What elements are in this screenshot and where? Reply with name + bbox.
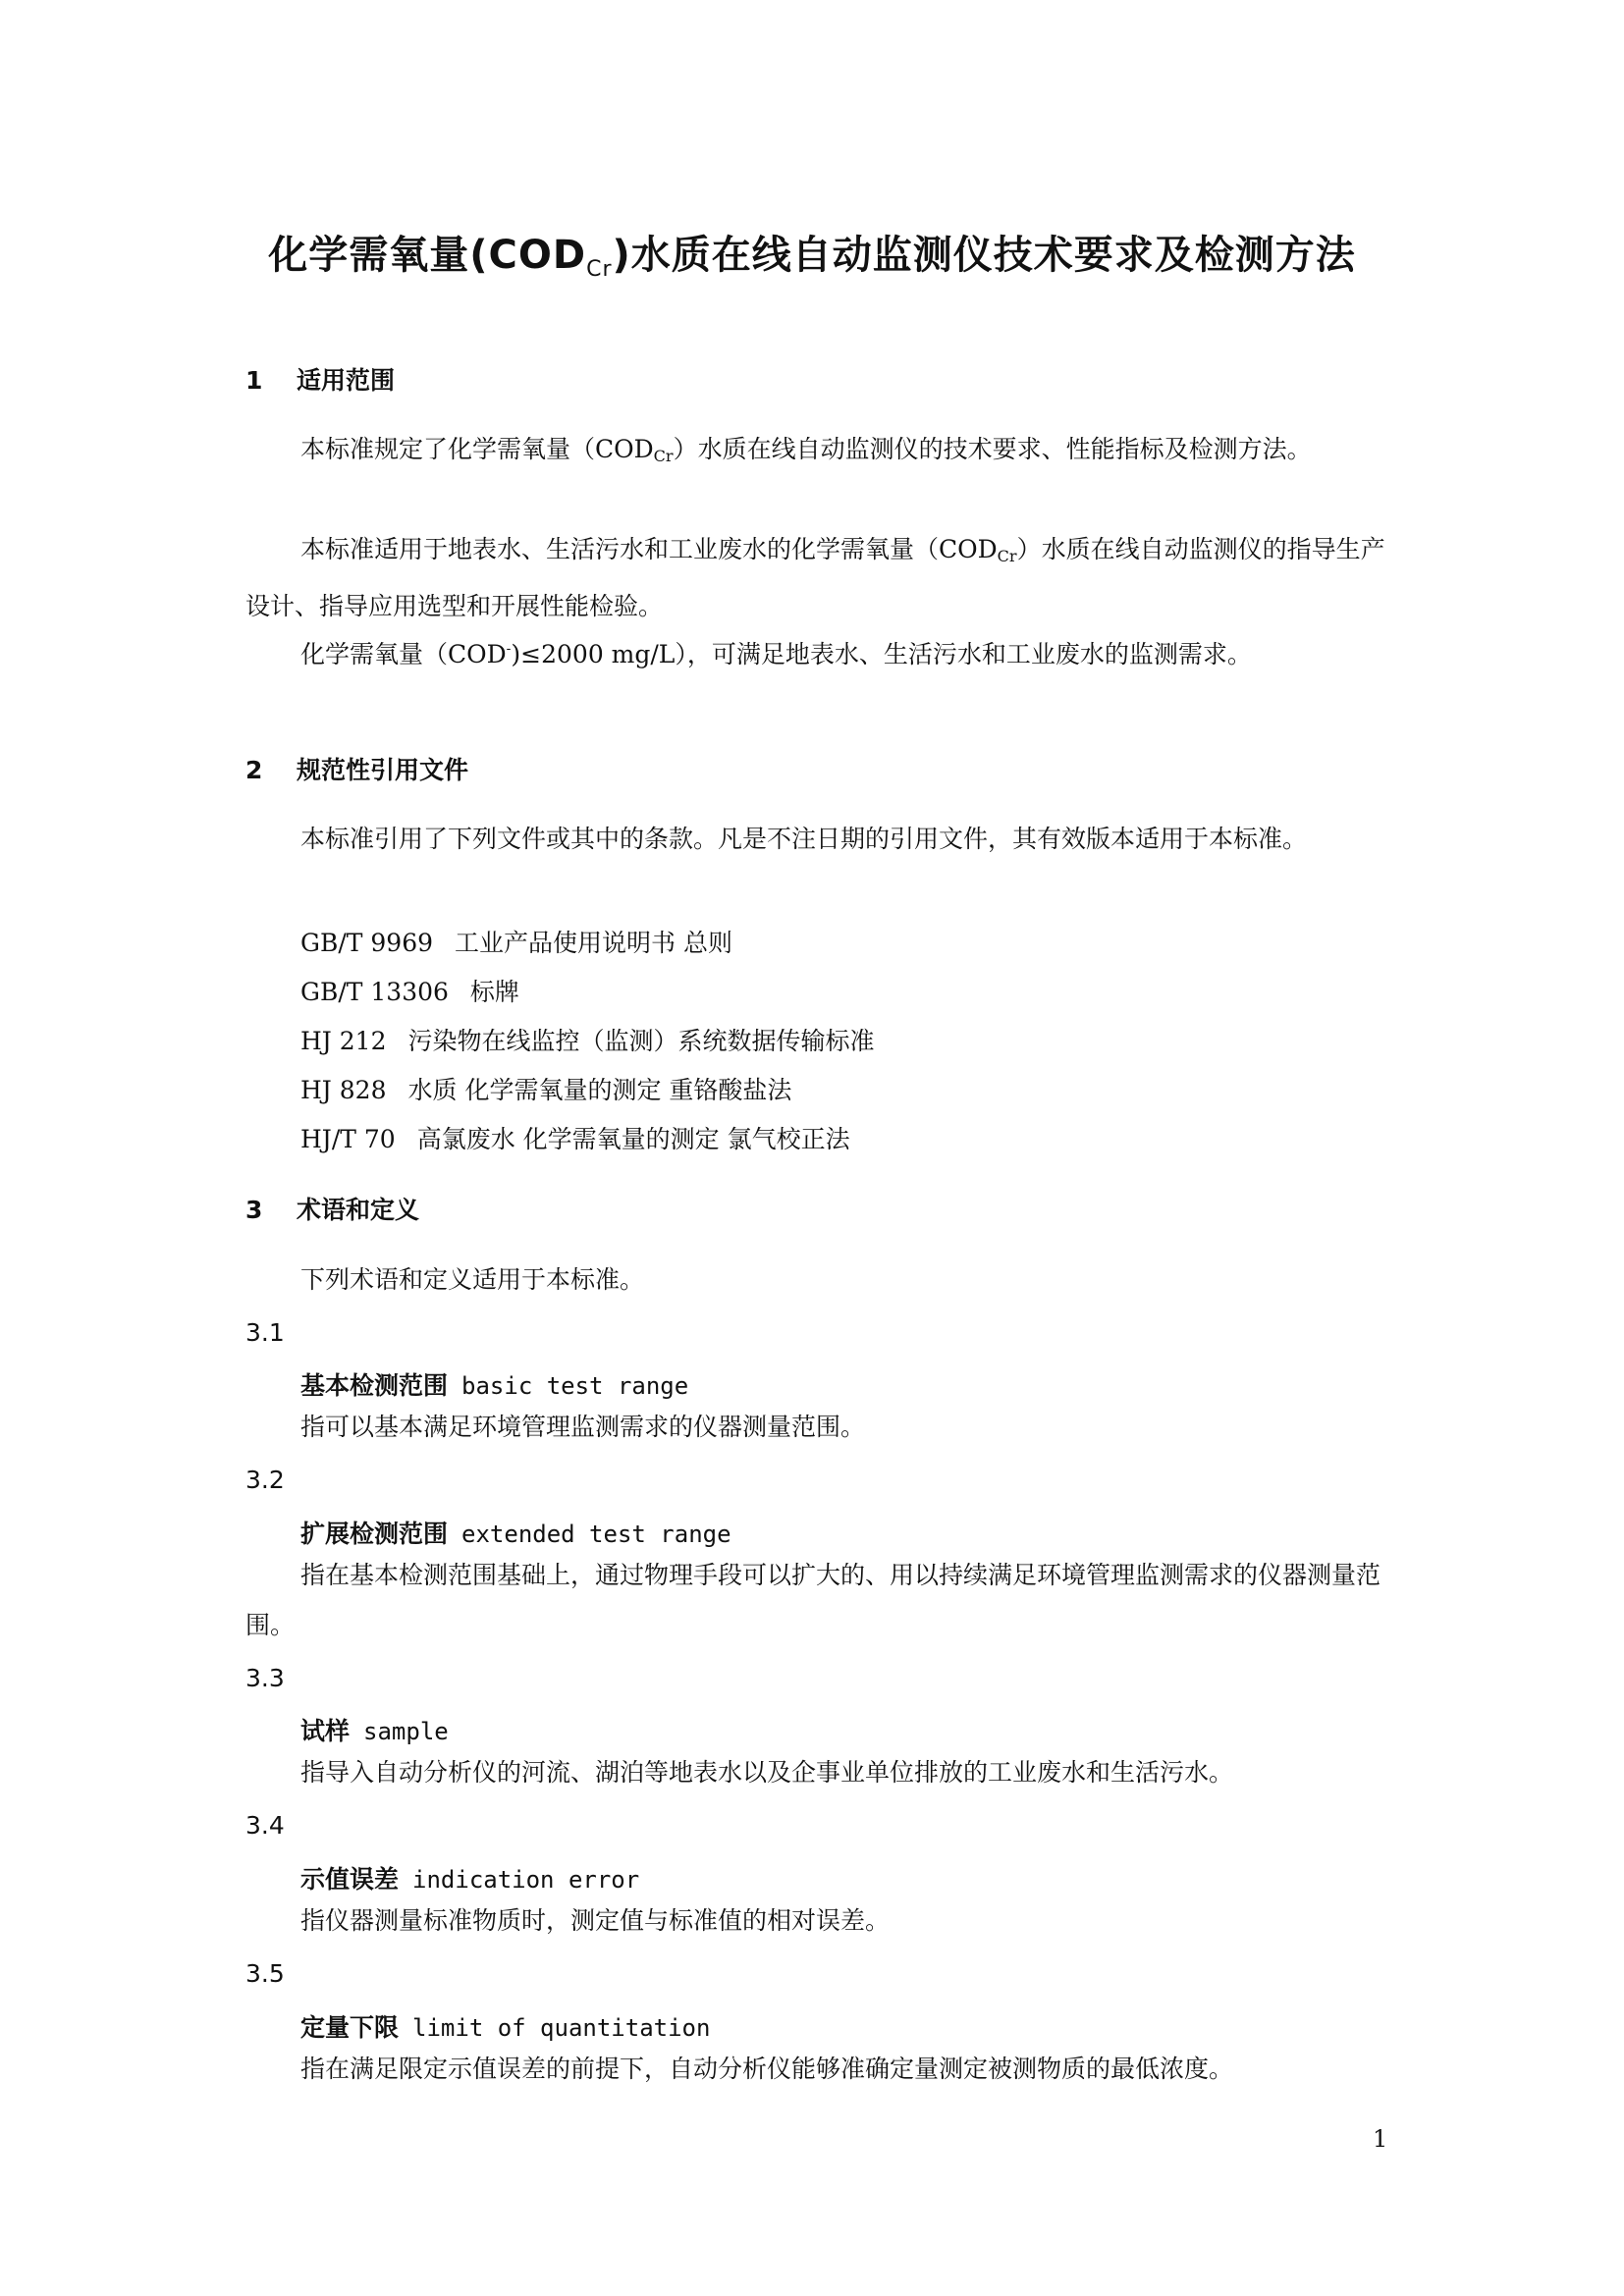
term-zh: 扩展检测范围 — [300, 1520, 449, 1548]
reference-code: HJ 212 — [300, 1027, 387, 1055]
reference-item — [300, 1022, 875, 1057]
reference-title: 高氯废水 化学需氧量的测定 氯气校正法 — [416, 1125, 850, 1153]
term-definition: 指在基本检测范围基础上，通过物理手段可以扩大的、用以持续满足环境管理监测需求的仪器测量范围。 — [245, 1561, 1381, 1639]
term-zh: 定量下限 — [300, 2013, 400, 2042]
section-1-paragraph-2 — [245, 524, 1386, 631]
term-definition: 指导入自动分析仪的河流、湖泊等地表水以及企事业单位排放的工业废水和生活污水。 — [300, 1758, 1234, 1787]
p3-text-c: )≤2000 mg/L），可满足地表水、生活污水和工业废水的监测需求。 — [511, 640, 1252, 668]
term-number: 3.1 — [245, 1318, 285, 1347]
reference-title: 标牌 — [469, 978, 519, 1006]
term-number: 3.5 — [245, 1959, 285, 1988]
term-en: basic test range — [461, 1372, 689, 1400]
section-2-heading — [245, 751, 468, 786]
term-en: sample — [363, 1718, 449, 1745]
term-definition: 指在满足限定示值误差的前提下，自动分析仪能够准确定量测定被测物质的最低浓度。 — [300, 2055, 1234, 2083]
term-definition: 指仪器测量标准物质时，测定值与标准值的相对误差。 — [300, 1906, 891, 1935]
section-3-intro: 下列术语和定义适用于本标准。 — [300, 1265, 645, 1294]
term-heading — [300, 1366, 688, 1402]
document-title — [0, 224, 1624, 282]
title-subscript: Cr — [586, 257, 613, 282]
reference-item — [300, 1071, 791, 1106]
reference-code: HJ/T 70 — [300, 1125, 396, 1153]
page-number: 1 — [1373, 2125, 1388, 2153]
term-heading — [300, 1712, 449, 1747]
title-main: 化学需氧量(COD — [268, 233, 587, 278]
reference-item — [300, 973, 519, 1008]
p1-text-a: 本标准规定了化学需氧量（COD — [300, 435, 654, 463]
section-3-heading — [245, 1191, 419, 1226]
term-en: indication error — [412, 1866, 640, 1894]
p3-superscript: - — [506, 641, 512, 657]
reference-code: GB/T 13306 — [300, 978, 449, 1006]
term-heading — [300, 1860, 639, 1896]
reference-item — [300, 924, 732, 959]
section-3-title: 术语和定义 — [297, 1196, 420, 1224]
reference-item — [300, 1120, 850, 1155]
section-2-title: 规范性引用文件 — [297, 756, 469, 784]
p2-subscript: Cr — [997, 547, 1017, 565]
reference-title: 水质 化学需氧量的测定 重铬酸盐法 — [407, 1076, 792, 1104]
term-number: 3.3 — [245, 1664, 285, 1692]
reference-title: 工业产品使用说明书 总则 — [455, 929, 732, 957]
term-heading — [300, 1515, 731, 1550]
term-en: extended test range — [461, 1521, 731, 1548]
p1-subscript: Cr — [653, 447, 674, 465]
section-1-number: 1 — [245, 366, 263, 395]
p2-text-b: ）水质在线自动监测仪的指导生产设计、指导应用选型和开展性能检验。 — [245, 535, 1385, 620]
reference-code: HJ 828 — [300, 1076, 387, 1104]
p2-text-a: 本标准适用于地表水、生活污水和工业废水的化学需氧量（COD — [300, 535, 998, 563]
term-zh: 示值误差 — [300, 1865, 400, 1894]
section-1-heading — [245, 361, 395, 397]
term-en: limit of quantitation — [412, 2014, 711, 2042]
section-2-intro: 本标准引用了下列文件或其中的条款。凡是不注日期的引用文件，其有效版本适用于本标准。 — [300, 825, 1308, 853]
title-tail: )水质在线自动监测仪技术要求及检测方法 — [612, 233, 1356, 278]
reference-code: GB/T 9969 — [300, 929, 434, 957]
section-2-number: 2 — [245, 756, 263, 784]
section-1-title: 适用范围 — [297, 366, 396, 395]
p1-text-b: ）水质在线自动监测仪的技术要求、性能指标及检测方法。 — [673, 435, 1312, 463]
section-3-number: 3 — [245, 1196, 263, 1224]
term-definition: 指可以基本满足环境管理监测需求的仪器测量范围。 — [300, 1413, 866, 1441]
section-1-paragraph-3 — [245, 624, 1386, 679]
term-number: 3.2 — [245, 1466, 285, 1494]
p3-text-a: 化学需氧量（COD — [300, 640, 507, 668]
reference-title: 污染物在线监控（监测）系统数据传输标准 — [407, 1027, 875, 1055]
term-zh: 基本检测范围 — [300, 1371, 449, 1400]
term-number: 3.4 — [245, 1811, 285, 1840]
term-zh: 试样 — [300, 1717, 351, 1745]
section-1-paragraph-1 — [245, 424, 1386, 481]
term-heading — [300, 2008, 710, 2044]
